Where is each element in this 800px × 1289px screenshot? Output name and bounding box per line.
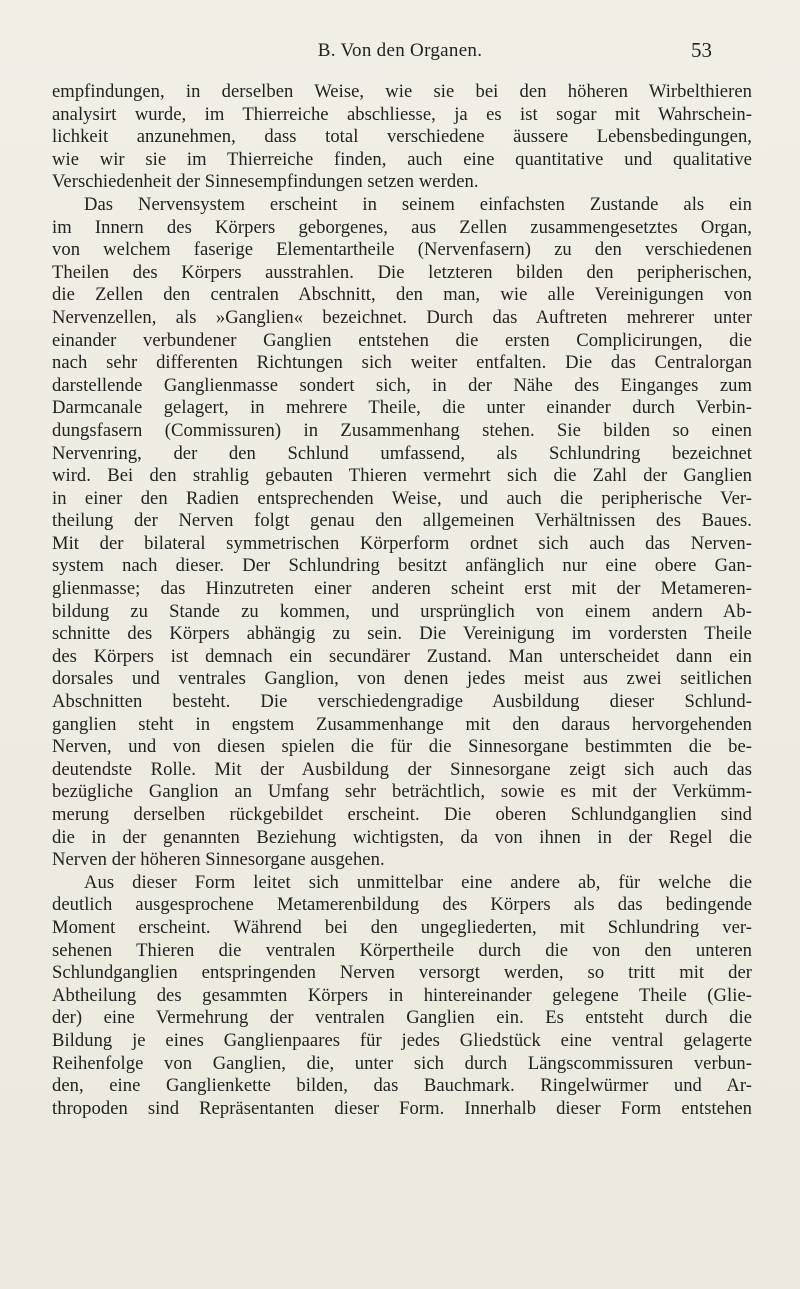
text-line: lichkeit anzunehmen, dass total verschiedene äussere Lebensbedingungen, [52,126,752,148]
text-line: Darmcanale gelagert, in mehrere Theile, die unter einander durch Verbin- [52,397,752,419]
running-head [0,38,800,66]
text-line: deutlich ausgesprochene Metamerenbildung des Körpers als das bedingende [52,894,752,916]
text-line: den, eine Ganglienkette bilden, das Bauchmark. Ringelwürmer und Ar- [52,1075,752,1097]
text-line: theilung der Nerven folgt genau den allgemeinen Verhältnissen des Baues. [52,510,752,532]
text-line: Abschnitten besteht. Die verschiedengradige Ausbildung dieser Schlund- [52,691,752,713]
text-line: merung derselben rückgebildet erscheint. Die oberen Schlundganglien sind [52,804,752,825]
text-line: wie wir sie im Thierreiche finden, auch eine quantitative und qualitative [52,148,752,170]
text-line: sehenen Thieren die ventralen Körpertheile durch die von den unteren [52,939,752,961]
text-line: Schlundganglien entspringenden Nerven versorgt werden, so tritt mit der [52,962,752,984]
text-line: Nerven der höheren Sinnesorgane ausgehen. [52,849,385,871]
text-line: dungsfasern (Commissuren) in Zusammenhang stehen. Sie bilden so einen [52,419,752,441]
text-line: im Innern des Körpers geborgenes, aus Zellen zusammengesetztes Organ, [52,216,752,238]
paragraph-start-line: Das Nervensystem erscheint in seinem einfachsten Zustande als ein [84,193,752,215]
text-line: die in der genannten Beziehung wichtigsten, da von ihnen in der Regel die [52,826,752,848]
text-line: schnitte des Körpers abhängig zu sein. Die Vereinigung im vordersten Theile [52,623,752,645]
text-line: Moment erscheint. Während bei den ungegliederten, mit Schlundring ver- [52,916,752,938]
text-line: ganglien steht in engstem Zusammenhange mit den daraus hervorgehenden [52,713,752,735]
text-line: Nerven, und von diesen spielen die für die Sinnesorgane bestimmten die be- [52,736,752,758]
text-line: thropoden sind Repräsentanten dieser Form. Innerhalb dieser Form entstehen [52,1097,752,1119]
text-line: system nach dieser. Der Schlundring besitzt anfänglich nur eine obere Gan- [52,555,752,577]
text-line: Mit der bilateral symmetrischen Körperform ordnet sich auch das Nerven- [52,532,752,554]
text-line: Abtheilung des gesammten Körpers in hintereinander gelegene Theile (Glie- [52,984,752,1006]
text-line: wird. Bei den strahlig gebauten Thieren vermehrt sich die Zahl der Ganglien [52,465,752,487]
text-line: bezügliche Ganglion an Umfang sehr beträchtlich, sowie es mit der Verkümm- [52,781,752,803]
text-line: Bildung je eines Ganglienpaares für jedes Gliedstück eine ventral gelagerte [52,1029,752,1051]
text-line: Verschiedenheit der Sinnesempfindungen setzen werden. [52,171,479,193]
text-line: Theilen des Körpers ausstrahlen. Die letzteren bilden den peripherischen, [52,261,752,283]
text-line: deutendste Rolle. Mit der Ausbildung der Sinnesorgane zeigt sich auch das [52,758,752,780]
paragraph-start-line: Aus dieser Form leitet sich unmittelbar eine andere ab, für welche die [84,871,752,893]
page-number: 53 [691,38,712,62]
text-line: analysirt wurde, im Thierreiche abschliesse, ja es ist sogar mit Wahrschein- [52,103,752,125]
text-line: dorsales und ventrales Ganglion, von denen jedes meist aus zwei seitlichen [52,668,752,690]
text-line: nach sehr differenten Richtungen sich weiter entfalten. Die das Centralorgan [52,352,752,374]
body-text [52,81,752,1120]
text-line: von welchem faserige Elementartheile (Nervenfasern) zu den verschiedenen [52,239,752,261]
text-line: einander verbundener Ganglien entstehen die ersten Complicirungen, die [52,329,752,351]
text-line: des Körpers ist demnach ein secundärer Zustand. Man unterscheidet dann ein [52,645,752,667]
text-line: Nervenzellen, als »Ganglien« bezeichnet. Durch das Auftreten mehrerer unter [52,306,752,328]
running-title: B. Von den Organen. [317,40,483,61]
text-line: bildung zu Stande zu kommen, und ursprünglich von einem andern Ab- [52,600,752,622]
text-line: glienmasse; das Hinzutreten einer anderen scheint erst mit der Metameren- [52,578,752,600]
text-line: darstellende Ganglienmasse sondert sich, in der Nähe des Einganges zum [52,374,752,396]
text-line: die Zellen den centralen Abschnitt, den man, wie alle Vereinigungen von [52,284,752,306]
text-line: Reihenfolge von Ganglien, die, unter sich durch Längscommissuren verbun- [52,1052,752,1074]
text-line: in einer den Radien entsprechenden Weise, und auch die peripherische Ver- [52,487,752,509]
text-line: der) eine Vermehrung der ventralen Ganglien ein. Es entsteht durch die [52,1007,752,1029]
text-line: Nervenring, der den Schlund umfassend, als Schlundring bezeichnet [52,442,752,464]
text-line: empfindungen, in derselben Weise, wie sie bei den höheren Wirbelthieren [52,81,752,102]
